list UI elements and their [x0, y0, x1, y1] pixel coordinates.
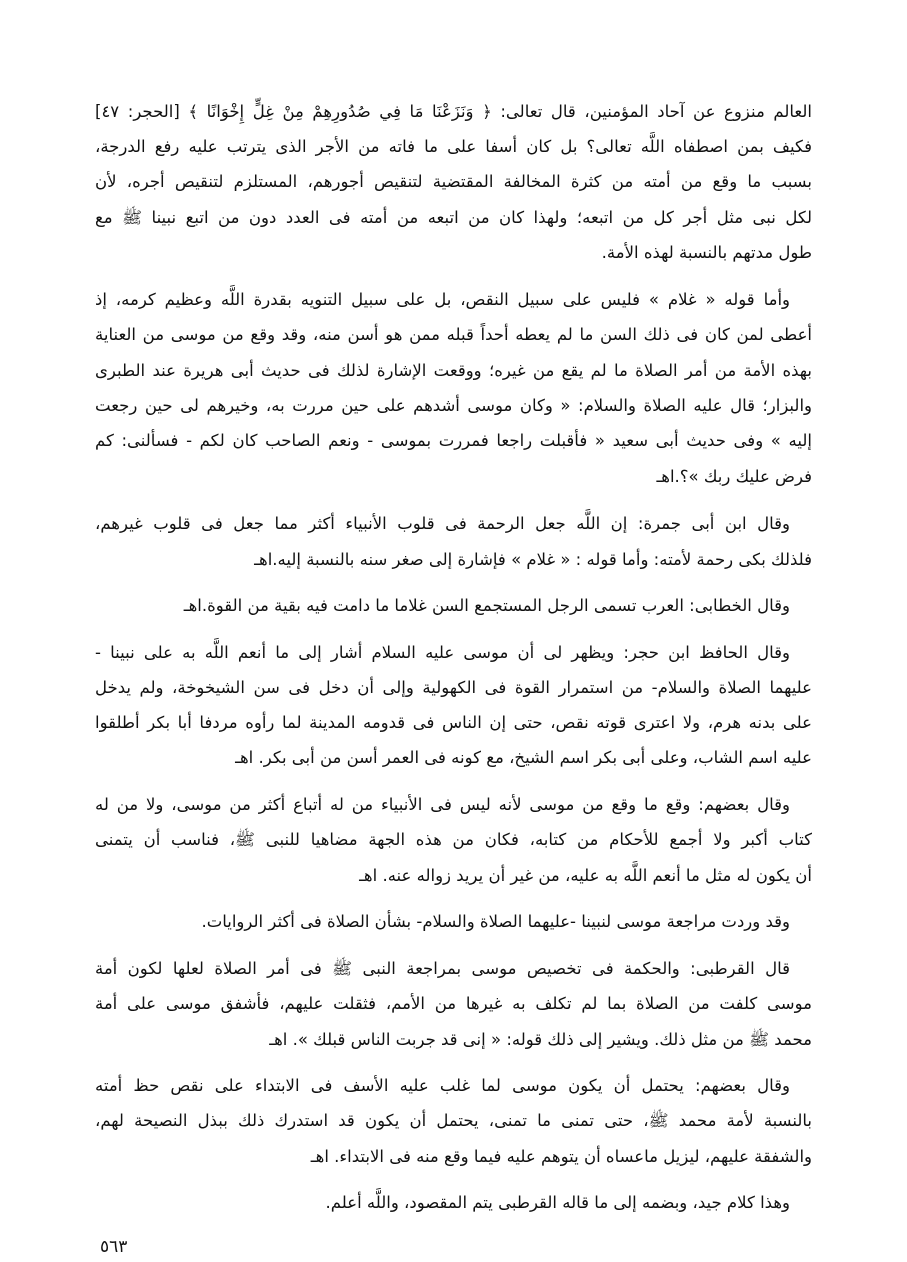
text-line: وهذا كلام جيد، وبضمه إلى ما قاله القرطبى يتم المقصود، واللَّه أعلم.: [325, 1193, 790, 1212]
text-line: والبزار؛ قال عليه الصلاة والسلام: « وكان موسى أشدهم على حين مررت به، وخيرهم لى حين رجعت: [95, 396, 812, 415]
text-line: بالنسبة لأمة محمد ﷺ، حتى تمنى ما تمنى، يحتمل أن يكون قد استدرك ذلك ببذل النصيحة لهم،: [95, 1111, 812, 1130]
text-line: وقال ابن أبى جمرة: إن اللَّه جعل الرحمة فى قلوب الأنبياء أكثر مما جعل فى قلوب غيرهم،: [95, 514, 790, 533]
text-line: العالم منزوع عن آحاد المؤمنين، قال تعالى: ﴿ وَنَزَعْنَا مَا فِي صُدُورِهِمْ مِنْ غِلٍّ إِخْوَانًا ﴾ [الحجر: ٤٧]: [95, 102, 812, 121]
text-line: وقال بعضهم: وقع ما وقع من موسى لأنه ليس فى الأنبياء من له أتباع أكثر من موسى، ولا من له: [95, 795, 790, 814]
text-line: قال القرطبى: والحكمة فى تخصيص موسى بمراجعة النبى ﷺ فى أمر الصلاة لعلها لكون أمة: [95, 959, 790, 978]
text-line: والشفقة عليهم، ليزيل ماعساه أن يتوهم عليه فيما وقع منه فى الابتداء. اهـ: [310, 1147, 812, 1166]
text-line: وقال الخطابى: العرب تسمى الرجل المستجمع السن غلاما ما دامت فيه بقية من القوة.اهـ: [183, 596, 790, 615]
text-line: وأما قوله « غلام » فليس على سبيل النقص، بل على سبيل التنويه بقدرة اللَّه وعظيم كرمه، إذ: [95, 290, 790, 309]
page-number: ٥٦٣: [100, 1237, 128, 1257]
text-line: فكيف بمن اصطفاه اللَّه تعالى؟ بل كان أسفا على ما فاته من الأجر الذى يترتب عليه رفع الدرجة،: [95, 137, 812, 156]
text-line: طول مدتهم بالنسبة لهذه الأمة.: [601, 243, 812, 262]
text-line: بهذه الأمة من أمر الصلاة ما لم يقع من غيره؛ ووقعت الإشارة لذلك فى حديث أبى هريرة عند الطبرى: [95, 361, 812, 380]
text-line: وقال الحافظ ابن حجر: ويظهر لى أن موسى عليه السلام أشار إلى ما أنعم اللَّه به على نبينا -: [95, 643, 790, 662]
text-line: أعطى لمن كان فى ذلك السن ما لم يعطه أحداً قبله ممن هو أسن منه، وقد وقع من موسى من العناية: [95, 325, 812, 344]
text-line: لكل نبى مثل أجر كل من اتبعه؛ ولهذا كان من اتبعه من أمته فى العدد دون من اتبع نبينا ﷺ مع: [95, 208, 812, 227]
text-line: عليه اسم الشاب، وعلى أبى بكر اسم الشيخ، مع كونه فى العمر أسن من أبى بكر. اهـ: [235, 748, 812, 767]
text-line: كتاب أكبر ولا أجمع للأحكام من كتابه، فكان من هذه الجهة مضاهيا للنبى ﷺ، فناسب أن يتمنى: [95, 830, 812, 849]
text-line: فلذلك بكى رحمة لأمته: وأما قوله : « غلام » فإشارة إلى صغر سنه بالنسبة إليه.اهـ: [254, 550, 812, 569]
text-line: فرض عليك ربك »؟.اهـ: [656, 467, 812, 486]
text-line: محمد ﷺ من مثل ذلك. ويشير إلى ذلك قوله: « إنى قد جربت الناس قبلك ». اهـ: [269, 1030, 812, 1049]
text-line: موسى كلفت من الصلاة بما لم تكلف به غيرها من الأمم، فثقلت عليهم، فأشفق موسى على أمة: [95, 994, 812, 1013]
text-line: وقد وردت مراجعة موسى لنبينا -عليهما الصلاة والسلام- بشأن الصلاة فى أكثر الروايات.: [201, 912, 790, 931]
text-line: على بدنه هرم، ولا اعترى قوته نقص، حتى إن الناس فى قدومه المدينة لما رأوه مردفا أبا بكر أطلقوا: [95, 713, 812, 732]
text-line: عليهما الصلاة والسلام- من استمرار القوة فى الكهولية وإلى أن دخل فى سن الشيخوخة، ولم يدخل: [95, 678, 812, 697]
text-line: أن يكون له مثل ما أنعم اللَّه به عليه، من غير أن يريد زواله عنه. اهـ: [359, 866, 812, 885]
text-line: وقال بعضهم: يحتمل أن يكون موسى لما غلب عليه الأسف فى الابتداء على نقص حظ أمته: [95, 1076, 790, 1095]
text-line: إليه » وفى حديث أبى سعيد « فأقبلت راجعا فمررت بموسى - ونعم الصاحب كان لكم - فسألنى: كم: [95, 431, 812, 450]
text-line: بسبب ما وقع من أمته من كثرة المخالفة المقتضية لتنقيص أجورهم، المستلزم لتنقيص أجره، لأن: [95, 172, 812, 191]
